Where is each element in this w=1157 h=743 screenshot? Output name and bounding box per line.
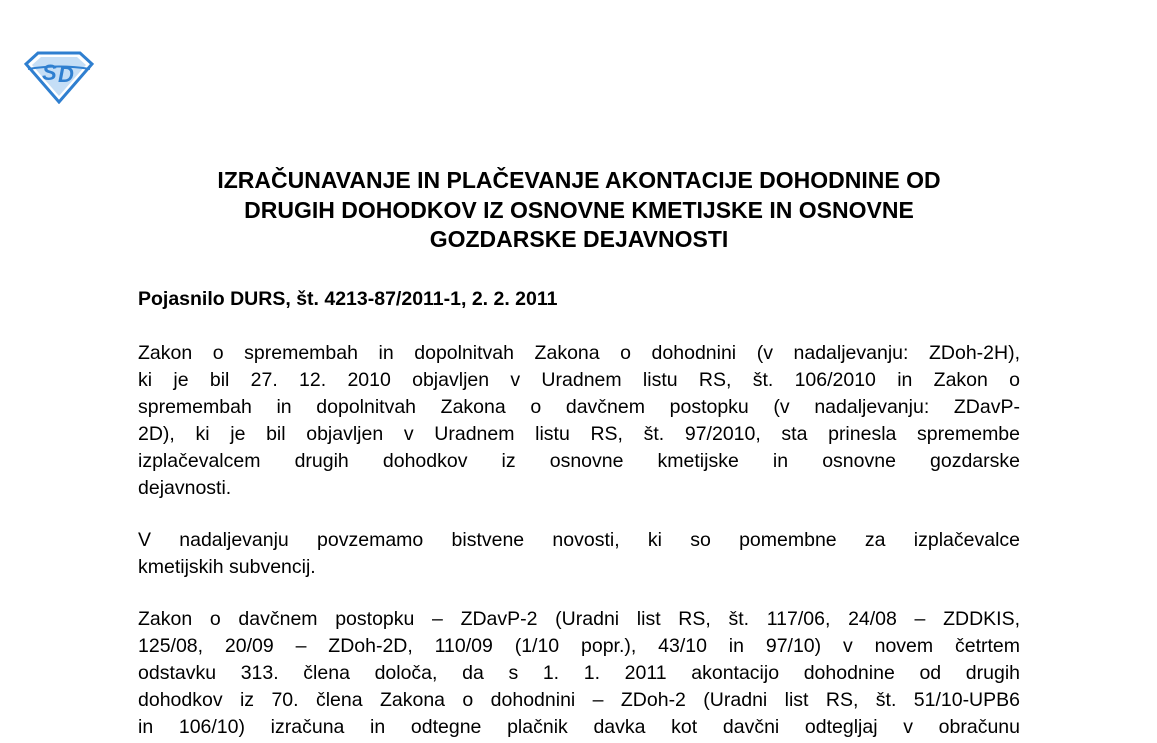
title-line: GOZDARSKE DEJAVNOSTI — [429, 226, 729, 252]
document-subtitle: Pojasnilo DURS, št. 4213-87/2011-1, 2. 2. 2011 — [138, 288, 558, 310]
paragraph-line: odstavku 313. člena določa, da s 1. 1. 2011 akontacijo dohodnine od drugih — [138, 662, 1020, 684]
sd-diamond-logo-icon — [22, 50, 96, 104]
paragraph-line: spremembah in dopolnitvah Zakona o davčnem postopku (v nadaljevanju: ZDavP- — [138, 396, 1020, 418]
logo — [22, 50, 96, 104]
svg-text:D: D — [58, 62, 74, 87]
svg-text:S: S — [42, 60, 57, 85]
paragraph-line: in 106/10) izračuna in odtegne plačnik davka kot davčni odtegljaj v obračunu — [138, 716, 1020, 738]
document-title — [138, 166, 1020, 255]
paragraph — [138, 606, 1020, 741]
paragraph-line: V nadaljevanju povzemamo bistvene novosti, ki so pomembne za izplačevalce — [138, 529, 1020, 551]
paragraph — [138, 340, 1020, 502]
title-line: DRUGIH DOHODKOV IZ OSNOVNE KMETIJSKE IN OSNOVNE — [244, 196, 914, 223]
paragraph-line: kmetijskih subvencij. — [138, 556, 316, 578]
paragraph-line: 2D), ki je bil objavljen v Uradnem listu RS, št. 97/2010, sta prinesla spremembe — [138, 423, 1020, 445]
paragraph-line: Zakon o spremembah in dopolnitvah Zakona o dohodnini (v nadaljevanju: ZDoh-2H), — [138, 342, 1020, 364]
paragraph-line: ki je bil 27. 12. 2010 objavljen v Uradnem listu RS, št. 106/2010 in Zakon o — [138, 369, 1020, 391]
paragraph-line: 125/08, 20/09 – ZDoh-2D, 110/09 (1/10 popr.), 43/10 in 97/10) v novem četrtem — [138, 635, 1020, 657]
paragraph-line: dejavnosti. — [138, 477, 232, 499]
title-line: IZRAČUNAVANJE IN PLAČEVANJE AKONTACIJE DOHODNINE OD — [217, 167, 941, 193]
paragraph-line: Zakon o davčnem postopku – ZDavP-2 (Uradni list RS, št. 117/06, 24/08 – ZDDKIS, — [138, 608, 1020, 630]
paragraph-line: dohodkov iz 70. člena Zakona o dohodnini – ZDoh-2 (Uradni list RS, št. 51/10-UPB6 — [138, 689, 1020, 711]
paragraph — [138, 527, 1020, 581]
paragraph-line: izplačevalcem drugih dohodkov iz osnovne kmetijske in osnovne gozdarske — [138, 450, 1020, 472]
